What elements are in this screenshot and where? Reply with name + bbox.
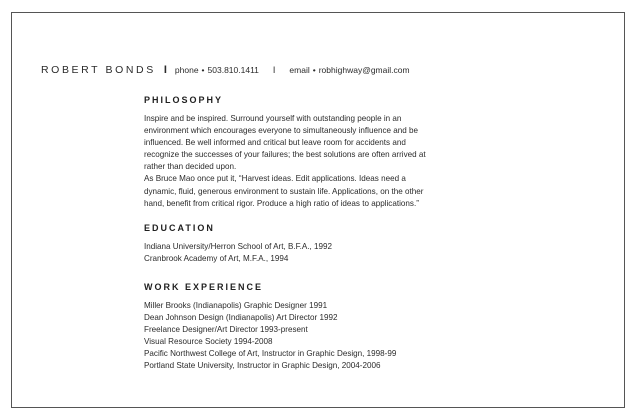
phone-bullet: •	[201, 65, 205, 75]
philosophy-line: rather than decided upon.	[144, 162, 237, 172]
email-info	[289, 65, 409, 75]
philosophy-line: As Bruce Mao once put it, “Harvest ideas. Edit applications. Ideas need a	[144, 174, 406, 184]
email-label: email	[289, 65, 310, 75]
work-item: Miller Brooks (Indianapolis) Graphic Designer 1991	[144, 301, 328, 310]
philosophy-line: recognize the successes of your failures; the best solutions are often arrived at	[144, 150, 426, 160]
education-list	[144, 241, 454, 265]
work-item: Freelance Designer/Art Director 1993-present	[144, 325, 308, 335]
philosophy-line: dynamic, fluid, generous environment to sustain life. Applications, on the other	[144, 186, 424, 196]
header-divider-bold: I	[163, 64, 167, 76]
work-experience-section	[144, 281, 454, 373]
philosophy-section	[144, 94, 454, 210]
resume-name: ROBERT BONDS	[41, 64, 156, 76]
phone-label: phone	[174, 65, 199, 75]
email-bullet: •	[312, 65, 316, 75]
phone-number: 503.810.1411	[207, 65, 259, 75]
philosophy-line: hand, benefit from critical rigor. Produce a high ratio of ideas to applications.”	[144, 198, 419, 208]
philosophy-text	[144, 113, 454, 210]
education-item: Indiana University/Herron School of Art, B.F.A., 1992	[144, 242, 333, 251]
education-heading: EDUCATION	[144, 223, 215, 233]
philosophy-line: Inspire and be inspired. Surround yourself with outstanding people in an	[144, 114, 402, 123]
work-item: Pacific Northwest College of Art, Instructor in Graphic Design, 1998-99	[144, 349, 397, 359]
philosophy-line: environment which encourages everyone to simultaneously influence and be	[144, 126, 419, 136]
phone-info	[175, 65, 259, 75]
work-experience-list	[144, 300, 454, 373]
work-item: Visual Resource Society 1994-2008	[144, 337, 273, 347]
work-item: Dean Johnson Design (Indianapolis) Art Director 1992	[144, 313, 338, 323]
email-address: robhighway@gmail.com	[318, 65, 410, 75]
education-item: Cranbrook Academy of Art, M.F.A., 1994	[144, 254, 289, 264]
header-divider: I	[272, 65, 276, 75]
education-section	[144, 222, 454, 265]
philosophy-heading: PHILOSOPHY	[144, 95, 224, 105]
philosophy-line: influenced. Be well informed and critical but leave room for accidents and	[144, 138, 406, 148]
contact-header	[41, 63, 410, 77]
work-item: Portland State University, Instructor in Graphic Design, 2004-2006	[144, 361, 381, 371]
work-experience-heading: WORK EXPERIENCE	[144, 282, 264, 292]
